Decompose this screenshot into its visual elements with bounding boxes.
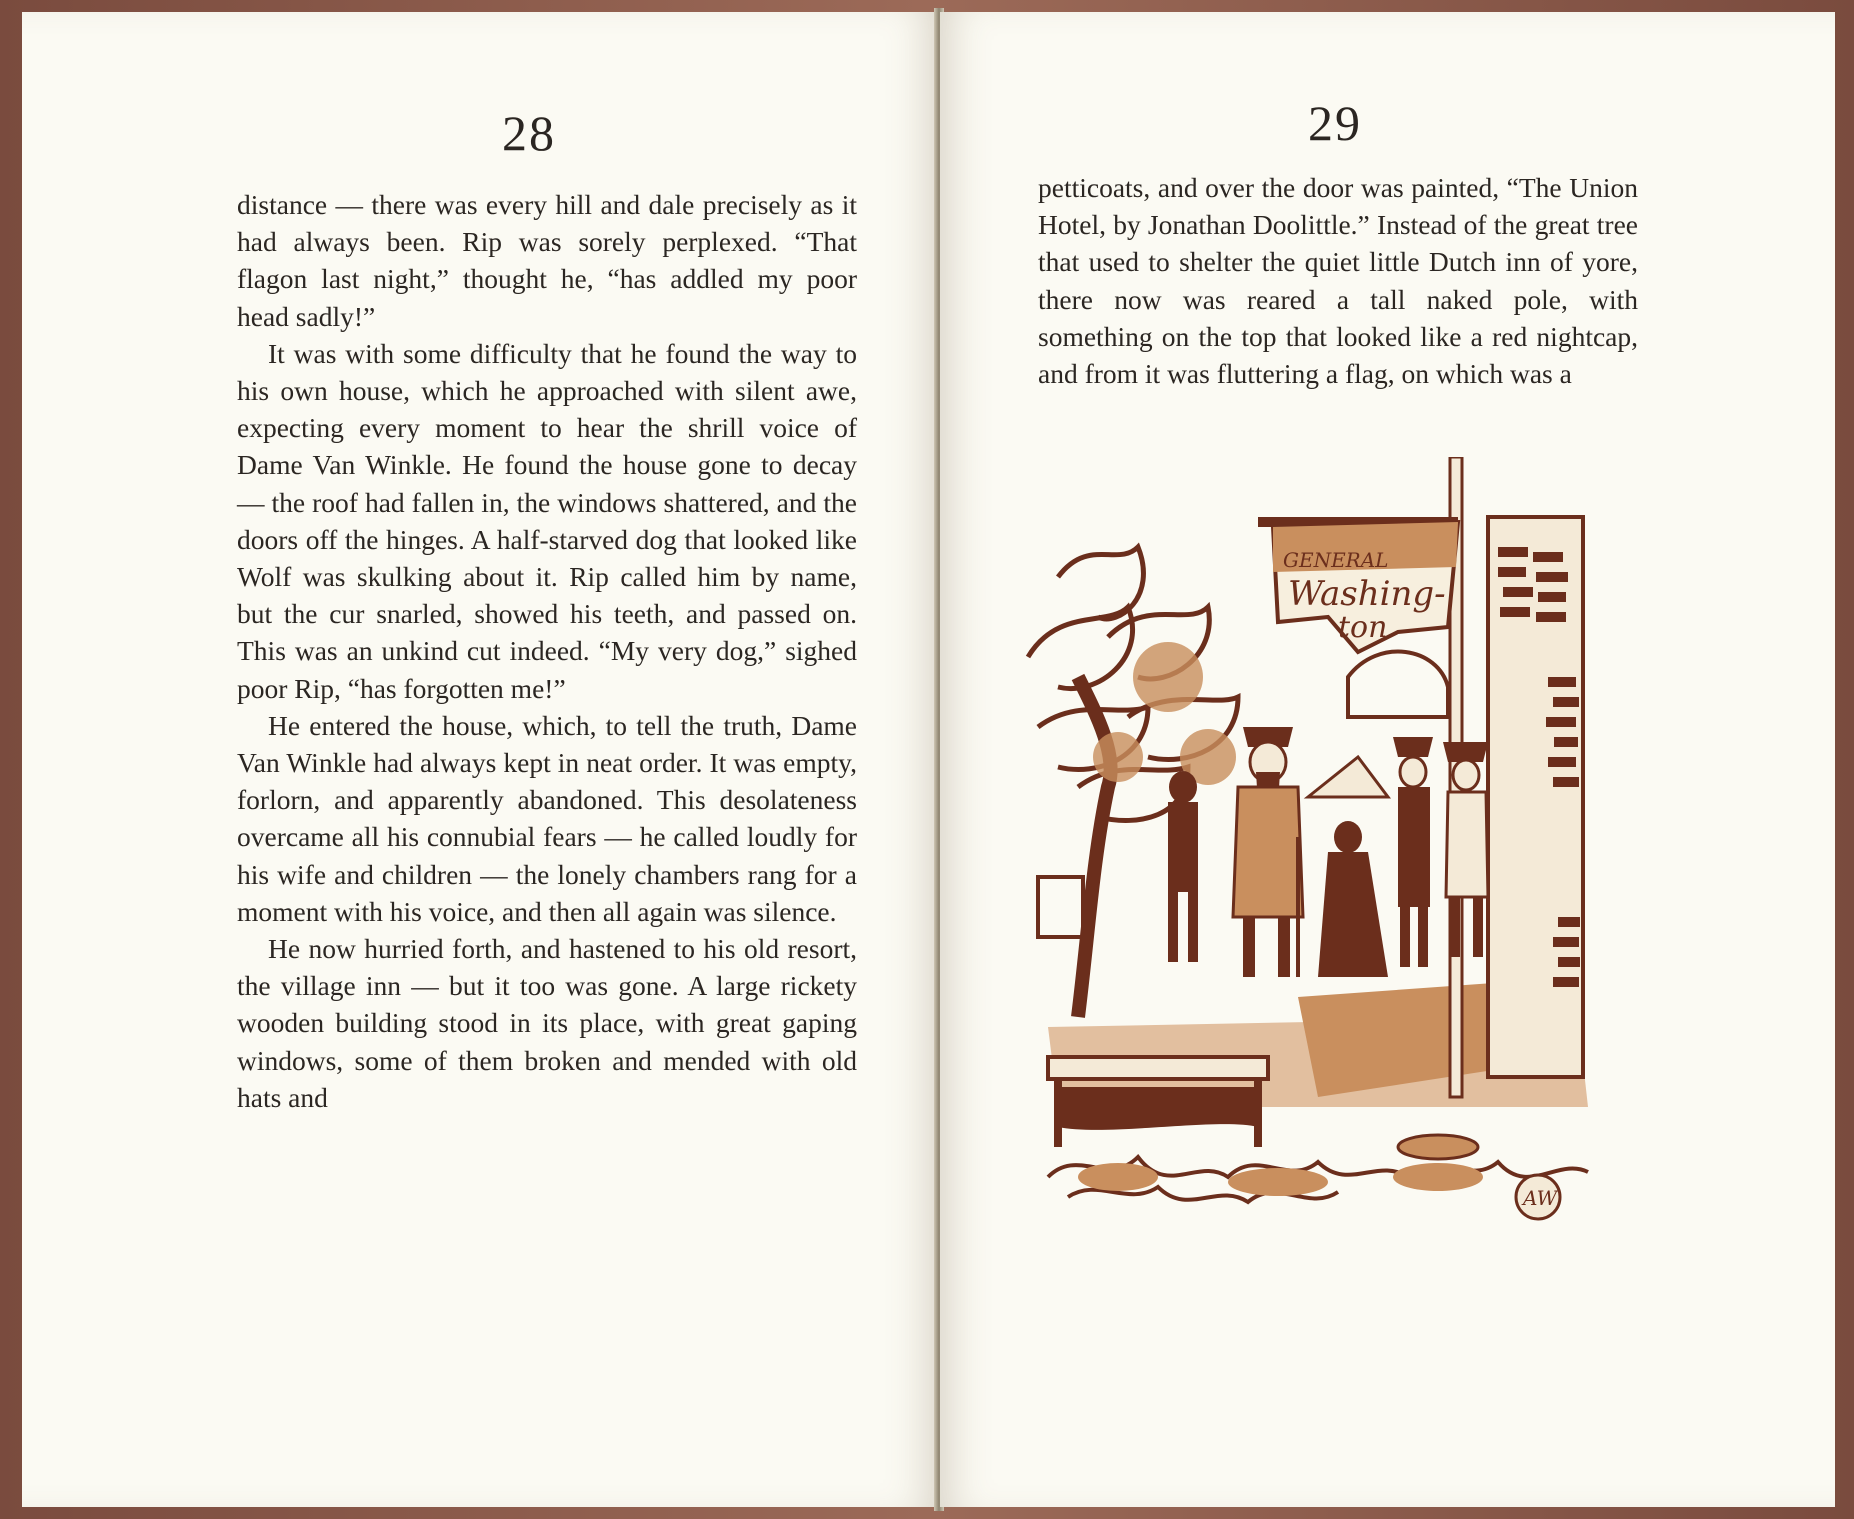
right-page: [940, 12, 1835, 1507]
sign-line1: Washing-: [1288, 574, 1446, 614]
paragraph: He now hurried forth, and hastened to his old resort, the village inn — but it too was gone. A large rickety wooden building stood in its place, with great gaping windows, some of them broken and mended with old hats and: [237, 933, 857, 1113]
left-body-text: [237, 186, 857, 1116]
page-number: 28: [502, 105, 556, 161]
inn-illustration: [1018, 457, 1618, 1277]
paragraph: petticoats, and over the door was painted, “The Union Hotel, by Jonathan Doolittle.” Instead of the great tree that used to shelter the quiet little Dutch inn of yore, there now was reared a tall naked pole, with something on the top that looked like a red nightcap, and from it was fluttering a flag, on which was a: [1038, 172, 1638, 390]
sign-line2: ton: [1338, 610, 1388, 645]
paragraph: distance — there was every hill and dale precisely as it had always been. Rip was sorely perplexed. “That flagon last night,” thought he, “has addled my poor head sadly!”: [237, 189, 857, 332]
right-body-text: [1038, 169, 1638, 392]
paragraph: He entered the house, which, to tell the truth, Dame Van Winkle had always kept in neat order. It was empty, forlorn, and apparently abandoned. This desolateness overcame all his connubial fears — he called loudly for his wife and children — the lonely chambers rang for a moment with his voice, and then all again was silence.: [237, 709, 857, 927]
page-number: 29: [1308, 95, 1362, 151]
monogram: AW: [1523, 1186, 1558, 1210]
left-page: [22, 12, 937, 1507]
illustration-svg: [1018, 457, 1618, 1277]
paragraph: It was with some difficulty that he found the way to his own house, which he approached with silent awe, expecting every moment to hear the shrill voice of Dame Van Winkle. He found the house gone to decay — the roof had fallen in, the windows shattered, and the doors off the hinges. A half-starved dog that looked like Wolf was skulking about it. Rip called him by name, but the cur snarled, showed his teeth, and passed on. This was an unkind cut indeed. “My very dog,” sighed poor Rip, “has forgotten me!”: [237, 337, 857, 704]
sign-top-text: GENERAL: [1283, 548, 1389, 572]
